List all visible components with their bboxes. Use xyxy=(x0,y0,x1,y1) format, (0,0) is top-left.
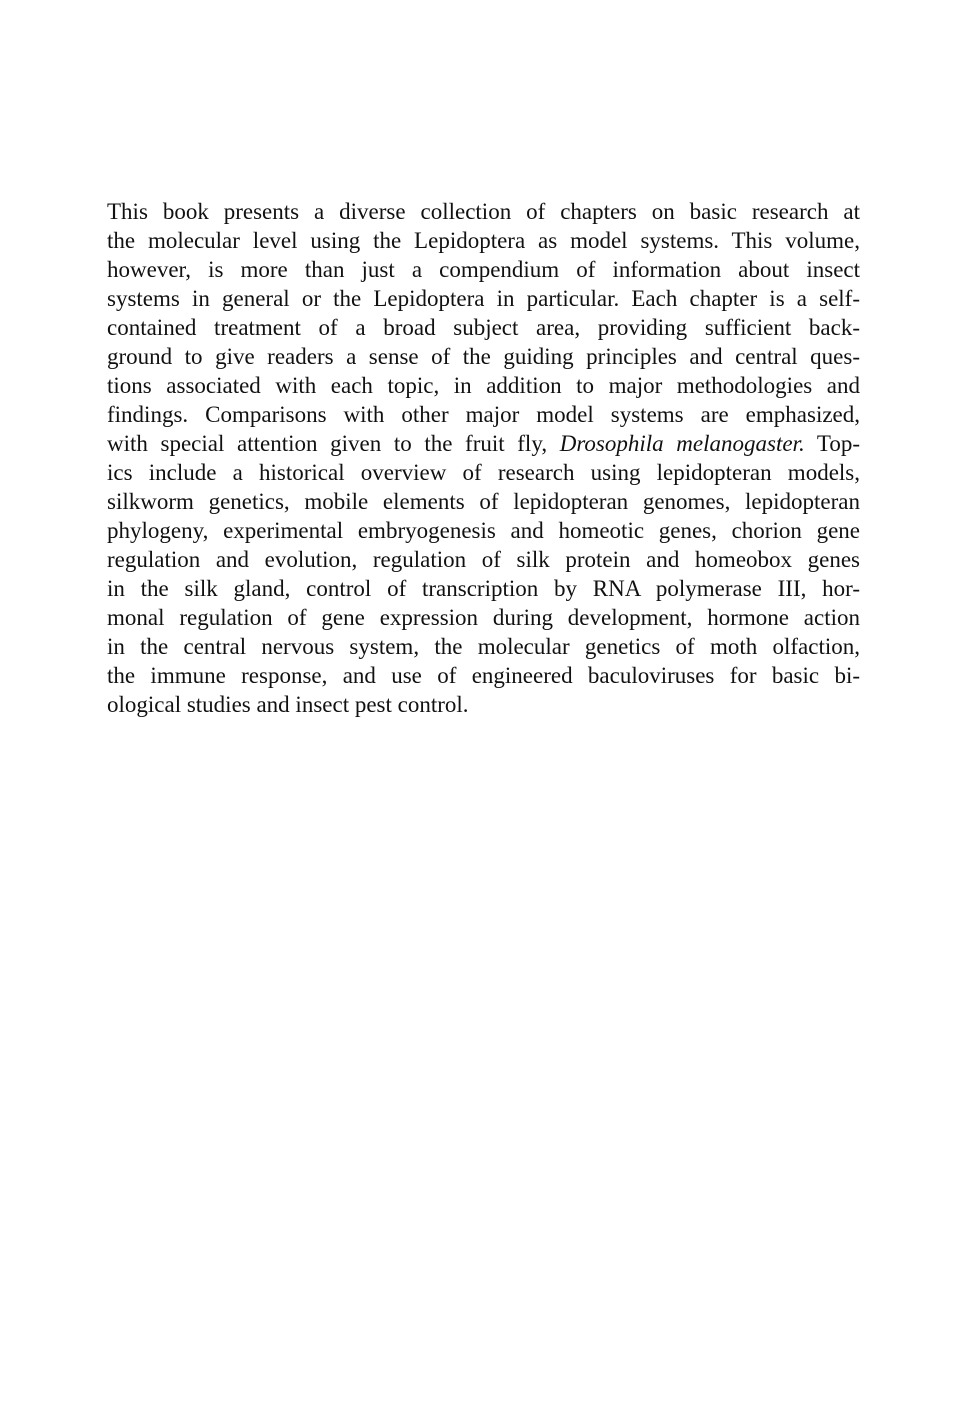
paragraph-line: in the central nervous system, the molecular genetics of moth olfaction, xyxy=(107,634,860,659)
paragraph-line: the molecular level using the Lepidoptera as model systems. This volume, xyxy=(107,228,860,253)
paragraph-line: phylogeny, experimental embryogenesis and homeotic genes, chorion gene xyxy=(107,518,860,543)
line-text: with special attention given to the fruit fly, xyxy=(107,431,560,456)
paragraph-line: This book presents a diverse collection of chapters on basic research at xyxy=(107,199,860,224)
paragraph-line: ological studies and insect pest control. xyxy=(107,692,469,717)
paragraph-line: in the silk gland, control of transcription by RNA polymerase III, hor- xyxy=(107,576,860,601)
paragraph-line: however, is more than just a compendium of information about insect xyxy=(107,257,860,282)
paragraph-line: ground to give readers a sense of the guiding principles and central ques- xyxy=(107,344,860,369)
species-name: Drosophila melanogaster. xyxy=(559,431,805,456)
paragraph-line: systems in general or the Lepidoptera in particular. Each chapter is a self- xyxy=(107,286,860,311)
paragraph-line: regulation and evolution, regulation of silk protein and homeobox genes xyxy=(107,547,860,572)
line-text: Top- xyxy=(804,431,861,456)
paragraph-line: tions associated with each topic, in addition to major methodologies and xyxy=(107,373,860,398)
paragraph-line: findings. Comparisons with other major model systems are emphasized, xyxy=(107,402,860,427)
paragraph-line: silkworm genetics, mobile elements of lepidopteran genomes, lepidopteran xyxy=(107,489,860,514)
paragraph-line: monal regulation of gene expression during development, hormone action xyxy=(107,605,860,630)
paragraph-line: ics include a historical overview of research using lepidopteran models, xyxy=(107,460,860,485)
paragraph-line xyxy=(107,429,860,458)
paragraph-line: the immune response, and use of engineered baculoviruses for basic bi- xyxy=(107,663,860,688)
paragraph-line: contained treatment of a broad subject area, providing sufficient back- xyxy=(107,315,860,340)
body-paragraph xyxy=(107,197,860,719)
